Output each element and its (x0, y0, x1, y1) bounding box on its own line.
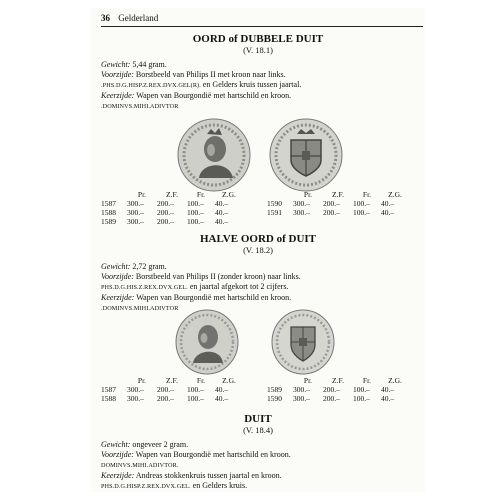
coin-reverse-image (271, 309, 335, 375)
section-ref: (V. 18.1) (243, 45, 273, 55)
table-cell: 300.– (127, 199, 144, 208)
table-cell: 200.– (323, 199, 340, 208)
reverse-line: Keerzijde: Wapen van Bourgondië met hartschild en kroon. (101, 91, 292, 100)
coin-reverse-image (269, 118, 343, 192)
table-cell: 1590 (267, 394, 282, 403)
table-cell: 300.– (293, 385, 310, 394)
page-region: Gelderland (118, 13, 159, 23)
coin-obverse-image (175, 309, 239, 375)
table-header-row: Pr. Z.F. Fr. Z.G. (137, 376, 236, 385)
weight-line: Gewicht: 5,44 gram. (101, 60, 167, 69)
table-row (267, 385, 409, 394)
table-cell: 200.– (323, 394, 340, 403)
table-cell: 300.– (293, 394, 310, 403)
table-cell: 40.– (215, 385, 229, 394)
table-cell: 40.– (215, 208, 229, 217)
table-cell: 1587 (101, 385, 116, 394)
table-header-row: Pr. Z.F. Fr. Z.G. (137, 190, 236, 199)
weight-line: Gewicht: ongeveer 2 gram. (101, 440, 189, 449)
table-cell: 100.– (187, 394, 204, 403)
section-description (101, 60, 421, 112)
section-description (101, 262, 421, 314)
table-cell: 40.– (381, 199, 395, 208)
catalog-page (91, 8, 425, 492)
table-cell: 40.– (381, 394, 395, 403)
table-row (101, 394, 243, 403)
table-cell: 100.– (187, 208, 204, 217)
table-cell: 200.– (323, 208, 340, 217)
table-row (101, 217, 243, 226)
reverse-legend-line: PHS.D.G.HISP.Z.REX.DVX.GEL. en Gelders kruis. (101, 481, 248, 490)
table-row (101, 208, 243, 217)
section-title: OORD of DUBBELE DUIT (192, 33, 324, 45)
obverse-legend-line: PHS.D.G.HIS.Z.REX.DVX.GEL. en jaartal afgekort tot 2 cijfers. (101, 282, 289, 291)
table-row (267, 208, 409, 217)
obverse-line: Voorzijde: Borstbeeld van Philips II met kroon naar links. (101, 70, 286, 79)
reverse-line: Keerzijde: Wapen van Bourgondië met hartschild en kroon. (101, 293, 292, 302)
section-ref: (V. 18.2) (243, 245, 273, 255)
price-table-left (101, 376, 243, 403)
table-cell: 100.– (187, 217, 204, 226)
table-cell: 300.– (293, 208, 310, 217)
reverse-line: Keerzijde: Andreas stokkenkruis tussen jaartal en kroon. (101, 471, 282, 480)
table-cell: 1590 (267, 199, 282, 208)
table-cell: 300.– (127, 394, 144, 403)
table-header-row: Pr. Z.F. Fr. Z.G. (303, 376, 402, 385)
table-cell: 100.– (353, 208, 370, 217)
table-row (101, 385, 243, 394)
table-cell: 100.– (353, 385, 370, 394)
table-row (267, 199, 409, 208)
table-cell: 1591 (267, 208, 282, 217)
section-ref: (V. 18.4) (243, 425, 273, 435)
table-cell: 200.– (157, 394, 174, 403)
table-cell: 40.– (215, 217, 229, 226)
table-cell: 300.– (127, 385, 144, 394)
obverse-legend-line: DOMINVS.MIHI.ADIVTOR. (101, 462, 179, 469)
table-cell: 200.– (157, 217, 174, 226)
price-table-left (101, 190, 243, 226)
page-header (101, 12, 423, 27)
table-cell: 1589 (101, 217, 116, 226)
table-cell: 40.– (381, 208, 395, 217)
table-cell: 200.– (323, 385, 340, 394)
table-cell: 100.– (187, 385, 204, 394)
section-title: HALVE OORD of DUIT (199, 233, 317, 245)
table-cell: 200.– (157, 208, 174, 217)
price-table-right (267, 190, 409, 217)
table-cell: 300.– (127, 217, 144, 226)
obverse-legend-line: .PHS.D.G.HISP.Z.REX.DVX.GEL(R). en Gelders kruis tussen jaartal. (101, 80, 302, 89)
price-table-right (267, 376, 409, 403)
section-description (101, 440, 421, 492)
page-number: 36 (101, 13, 110, 23)
table-header-row: Pr. Z.F. Fr. Z.G. (303, 190, 402, 199)
reverse-legend-line: .DOMINVS.MIHI.ADIVTOR (101, 305, 179, 312)
table-cell: 40.– (215, 199, 229, 208)
coin-obverse-image (177, 118, 251, 192)
table-cell: 200.– (157, 385, 174, 394)
table-cell: 100.– (353, 394, 370, 403)
section-title: DUIT (244, 413, 272, 425)
table-cell: 1588 (101, 394, 116, 403)
table-cell: 100.– (353, 199, 370, 208)
table-row (267, 394, 409, 403)
obverse-line: Voorzijde: Wapen van Bourgondië met hartschild en kroon. (101, 450, 291, 459)
table-row (101, 199, 243, 208)
weight-line: Gewicht: 2,72 gram. (101, 262, 167, 271)
obverse-line: Voorzijde: Borstbeeld van Philips II (zonder kroon) naar links. (101, 272, 301, 281)
table-cell: 1587 (101, 199, 116, 208)
table-cell: 200.– (157, 199, 174, 208)
table-cell: 1588 (101, 208, 116, 217)
table-cell: 40.– (215, 394, 229, 403)
table-cell: 100.– (187, 199, 204, 208)
table-cell: 300.– (293, 199, 310, 208)
reverse-legend-line: .DOMINVS.MIHI.ADIVTOR (101, 103, 179, 110)
table-cell: 300.– (127, 208, 144, 217)
table-cell: 40.– (381, 385, 395, 394)
table-cell: 1589 (267, 385, 282, 394)
